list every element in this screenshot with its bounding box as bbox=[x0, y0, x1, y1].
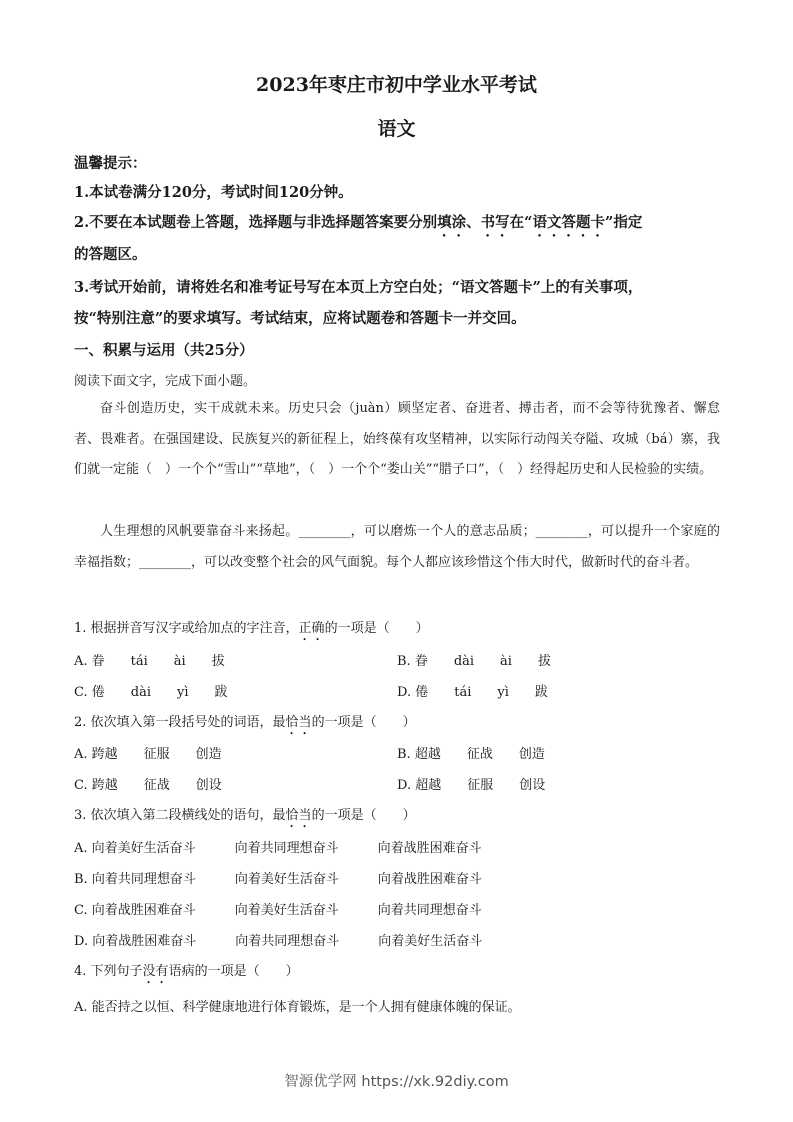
tips-item-1: 1.本试卷满分120分，考试时间120分钟。 bbox=[74, 184, 353, 201]
question-2-stem: 2. 依次填入第一段括号处的词语，最恰当的一项是（ ） bbox=[74, 715, 416, 730]
exam-title: 2023年枣庄市初中学业水平考试 bbox=[256, 74, 537, 96]
question-3-option-c: C. 向着战胜困难奋斗 向着美好生活奋斗 向着共同理想奋斗 bbox=[74, 903, 482, 918]
question-2-option-c: C. 跨越 征战 创设 bbox=[74, 778, 222, 793]
tips-item-2: 2.不要在本试题卷上答题，选择题与非选择题答案要分别填涂、书写在“语文答题卡”指定 bbox=[74, 214, 643, 231]
question-2-option-b: B. 超越 征战 创造 bbox=[397, 747, 545, 762]
question-1-option-b: B. 眷 dài ài 拔 bbox=[397, 654, 551, 669]
question-1-stem: 1. 根据拼音写汉字或给加点的字注音，正确的一项是（ ） bbox=[74, 621, 429, 636]
tips-item-2-cont: 的答题区。 bbox=[74, 246, 147, 263]
question-3-option-b: B. 向着共同理想奋斗 向着美好生活奋斗 向着战胜困难奋斗 bbox=[74, 872, 482, 887]
question-2-option-a: A. 跨越 征服 创造 bbox=[74, 747, 222, 762]
watermark-footer: 智源优学网 https://xk.92diy.com bbox=[284, 1074, 509, 1090]
section-heading: 一、积累与运用（共25分） bbox=[74, 342, 254, 359]
question-3-option-d: D. 向着战胜困难奋斗 向着共同理想奋斗 向着美好生活奋斗 bbox=[74, 934, 483, 949]
question-1-option-d: D. 倦 tái yì 跋 bbox=[397, 685, 548, 700]
reading-paragraph-2: 人生理想的风帆要靠奋斗来扬起。________，可以磨炼一个人的意志品质；________，可以提升一个家庭的幸福指数；________，可以改变整个社会的风气面貌。每个人都应该珍惜这个伟大时代，做新时代的奋斗者。 bbox=[74, 524, 720, 570]
subject-title: 语文 bbox=[377, 118, 416, 140]
question-4-option-a: A. 能否持之以恒、科学健康地进行体育锻炼，是一个人拥有健康体魄的保证。 bbox=[74, 1000, 521, 1015]
question-3-stem: 3. 依次填入第二段横线处的语句，最恰当的一项是（ ） bbox=[74, 808, 416, 823]
tips-heading: 温馨提示： bbox=[74, 155, 147, 172]
reading-intro: 阅读下面文字，完成下面小题。 bbox=[74, 374, 257, 389]
question-1-option-c: C. 倦 dài yì 跋 bbox=[74, 685, 228, 700]
question-2-option-d: D. 超越 征服 创设 bbox=[397, 778, 546, 793]
reading-paragraph-1: 奋斗创造历史，实干成就未来。历史只会（juàn）顾坚定者、奋进者、搏击者，而不会等待犹豫者、懈怠者、畏难者。在强国建设、民族复兴的新征程上，始终葆有攻坚精神，以实际行动闯关夺隘、攻城（bá）寨，我们就一定能（ ）一个个“雪山”“草地”，（ ）一个个“娄山关”“腊子口”，（ ）经得起历史和人民检验的实绩。 bbox=[74, 401, 720, 477]
tips-item-3-line2: 按“特别注意”的要求填写。考试结束，应将试题卷和答题卡一并交回。 bbox=[74, 310, 526, 327]
tips-item-3-line1: 3.考试开始前，请将姓名和准考证号写在本页上方空白处；“语文答题卡”上的有关事项， bbox=[74, 279, 643, 296]
question-3-option-a: A. 向着美好生活奋斗 向着共同理想奋斗 向着战胜困难奋斗 bbox=[74, 841, 482, 856]
question-1-option-a: A. 眷 tái ài 拔 bbox=[74, 654, 225, 669]
question-4-stem: 4. 下列句子没有语病的一项是（ ） bbox=[74, 964, 299, 979]
